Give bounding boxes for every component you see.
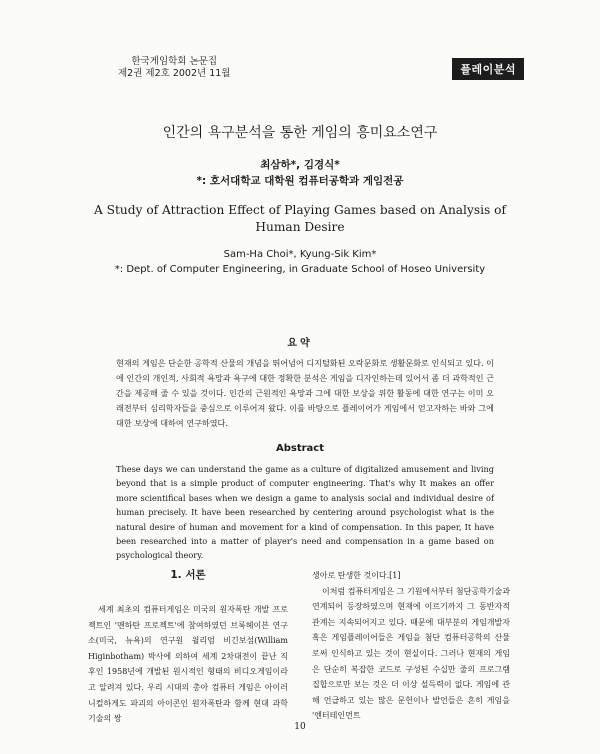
authors-english: Sam-Ha Choi*, Kyung-Sik Kim* — [223, 249, 377, 260]
affiliation-english: *: Dept. of Computer Engineering, in Graduate School of Hoseo University — [114, 264, 486, 275]
intro-paragraph-1-continued: 생아로 탄생한 것이다.[1] — [312, 571, 401, 580]
intro-paragraph-2: 이처럼 컴퓨터게임은 그 기원에서부터 첨단공학기술과 연계되어 등장하였으며 현재에 이르기까지 그 동반자적 관계는 지속되어지고 있다. 때문에 대부분의 게임개발자 혹은 게임플레이어들은 게임을 첨단 컴퓨터공학의 산물로써 인식하고 있는 것이 현실이다. 그러나 현재의 게임은 단순히 복잡한 코드로 구성된 수십만 줄의 프로그램 집합으로만 보는 것은 더 이상 설득력이 없다. 게임에 관해 언급하고 있는 많은 문헌이나 발언들은 흔히 게임을 '엔터테인먼트 — [312, 586, 510, 721]
section-badge: 플레이분석 — [452, 58, 524, 80]
authors-korean: 최삼하*, 김경식* — [260, 159, 340, 171]
intro-paragraph-1: 세계 최초의 컴퓨터게임은 미국의 원자폭탄 개발 프로젝트인 '맨하탄 프로젝트'에 참여하였던 브룩헤이븐 연구소(미국, 뉴욕)의 연구원 윌리엄 비긴보섬(William Higinbotham) 박사에 의하여 세계 2차대전이 끝난 직후인 1958년에 개발된 원시적인 형태의 비디오게임이라고 알려져 있다. 우리 시대의 총아 컴퓨터 게임은 아이러니컬하게도 파괴의 아이콘인 원자폭탄과 함께 현대 과학기술의 쌍 — [88, 605, 288, 724]
paper-title-korean: 인간의 욕구분석을 통한 게임의 흥미요소연구 — [162, 125, 438, 141]
page-number: 10 — [294, 722, 306, 732]
body-column-left — [88, 602, 288, 727]
body-column-right — [312, 568, 510, 724]
journal-info — [118, 56, 230, 80]
section-heading-introduction: 1. 서론 — [170, 569, 206, 581]
paper-title-english: A Study of Attraction Effect of Playing Games based on Analysis of Human Desire — [94, 203, 506, 234]
journal-name: 한국게임학회 논문집 — [131, 56, 218, 67]
abstract-english-heading: Abstract — [275, 443, 325, 454]
abstract-english-text: These days we can understand the game as a culture of digitalized amusement and living beyond that is a simple product of computer engineering. That's why It makes an offer more scientifical bases when we design a game to analysis social and individual desire of human precisely. It have been researched by centering around psychologist what is the natural desire of human and movement for a kind of compensation. In this paper, It have been researched into a matter of player's need and compensation in a game based on psychological theory. — [116, 464, 494, 561]
abstract-korean-text: 현재의 게임은 단순한 공학적 산물의 개념을 뛰어넘어 디지털화된 오락문화로 생활문화로 인식되고 있다. 이에 인간의 개인적, 사회적 욕망과 욕구에 대한 정확한 분석은 게임을 디자인하는데 있어서 좀 더 과학적인 근간을 제공해 줄 수 있을 것이다. 인간의 근원적인 욕망과 그에 대한 보상을 위한 활동에 대한 연구는 이미 오래전부터 심리학자들을 중심으로 이루어져 왔다. 이를 바탕으로 플레이어가 게임에서 얻고자하는 바와 그에 대한 보상에 대하여 연구하였다. — [116, 358, 494, 428]
journal-volume: 제2권 제2호 2002년 11월 — [118, 68, 231, 79]
affiliation-korean: *: 호서대학교 대학원 컴퓨터공학과 게임전공 — [196, 175, 404, 187]
abstract-korean-heading: 요약 — [287, 338, 313, 349]
